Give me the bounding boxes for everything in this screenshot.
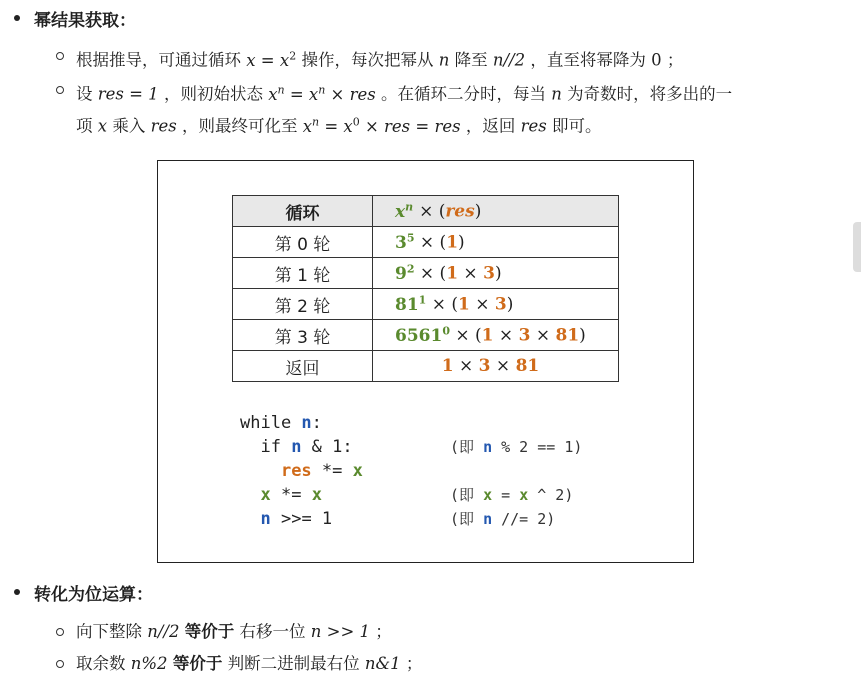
- x-base: $81^1$: [395, 293, 427, 315]
- res-factor: 1: [441, 356, 454, 376]
- x-base: $9^2$: [395, 262, 415, 284]
- code-comment: (即 n //= 2): [450, 510, 556, 528]
- iteration-table: [232, 195, 619, 382]
- res-factor: 1: [458, 294, 470, 315]
- list-item: 向下整除 n//2 等价于 右移一位 n >> 1 ；: [56, 616, 392, 648]
- res-factor: 3: [483, 263, 495, 284]
- scrollbar-handle[interactable]: [853, 222, 861, 272]
- table-row: [233, 289, 619, 320]
- res-factor: 3: [478, 356, 491, 376]
- row-value: $3^5 \times (1)$: [373, 227, 619, 258]
- section-title-power: 幂结果获取：: [14, 6, 136, 31]
- table-row-return: [233, 351, 619, 382]
- row-label: 返回: [233, 351, 373, 382]
- section-title-bitops: 转化为位运算：: [14, 580, 153, 605]
- list-item: 设 res = 1 ，则初始状态 $x^n = x^n$ × res 。在循环二分时，每当 n 为奇数时，将多出的一: [56, 74, 732, 111]
- row-label: 第 3 轮: [233, 320, 373, 351]
- res-factor: 1: [446, 232, 459, 253]
- x-base: $3^5$: [395, 231, 415, 253]
- row-value: $6561^0 \times (1 \times 3 \times 81)$: [373, 320, 619, 351]
- x-base: 6561$^0$: [395, 324, 450, 346]
- list-item: 根据推导，可通过循环 $x = x^2$ 操作，每次把幂从 n 降至 n//2 ，直至将幂降为 0 ；: [56, 40, 683, 77]
- code-comment: (即 x = x ^ 2): [450, 486, 574, 504]
- power-iteration-figure: [157, 160, 694, 563]
- code-comment: (即 n % 2 == 1): [450, 438, 583, 456]
- res-factor: 81: [555, 325, 580, 346]
- res-factor: 81: [515, 356, 540, 376]
- row-label: 第 0 轮: [233, 227, 373, 258]
- code-block: while n: if n & 1: res *= x x *= x n >>= 1: [240, 413, 363, 529]
- res-factor: 3: [494, 294, 507, 315]
- row-value: $81^1 \times (1 \times 3)$: [373, 289, 619, 320]
- res-factor: 3: [518, 325, 531, 346]
- row-label: 第 1 轮: [233, 258, 373, 289]
- res-factor: 1: [481, 325, 494, 346]
- header-value: $x^n \times (res)$: [373, 196, 619, 227]
- header-loop: 循环: [233, 196, 373, 227]
- list-item: 取余数 n%2 等价于 判断二进制最右位 n&1 ；: [56, 648, 422, 680]
- table-header-row: [233, 196, 619, 227]
- table-row: [233, 320, 619, 351]
- return-value: 1 × 3 × 81: [373, 351, 619, 382]
- table-row: [233, 227, 619, 258]
- row-label: 第 2 轮: [233, 289, 373, 320]
- list-item-continuation: 项 x 乘入 res ，则最终可化至 $x^n = x^0$ × res = res ，返回 res 即可。: [76, 115, 602, 136]
- res-factor: 1: [446, 263, 459, 284]
- table-row: [233, 258, 619, 289]
- row-value: $9^2 \times (1 \times 3)$: [373, 258, 619, 289]
